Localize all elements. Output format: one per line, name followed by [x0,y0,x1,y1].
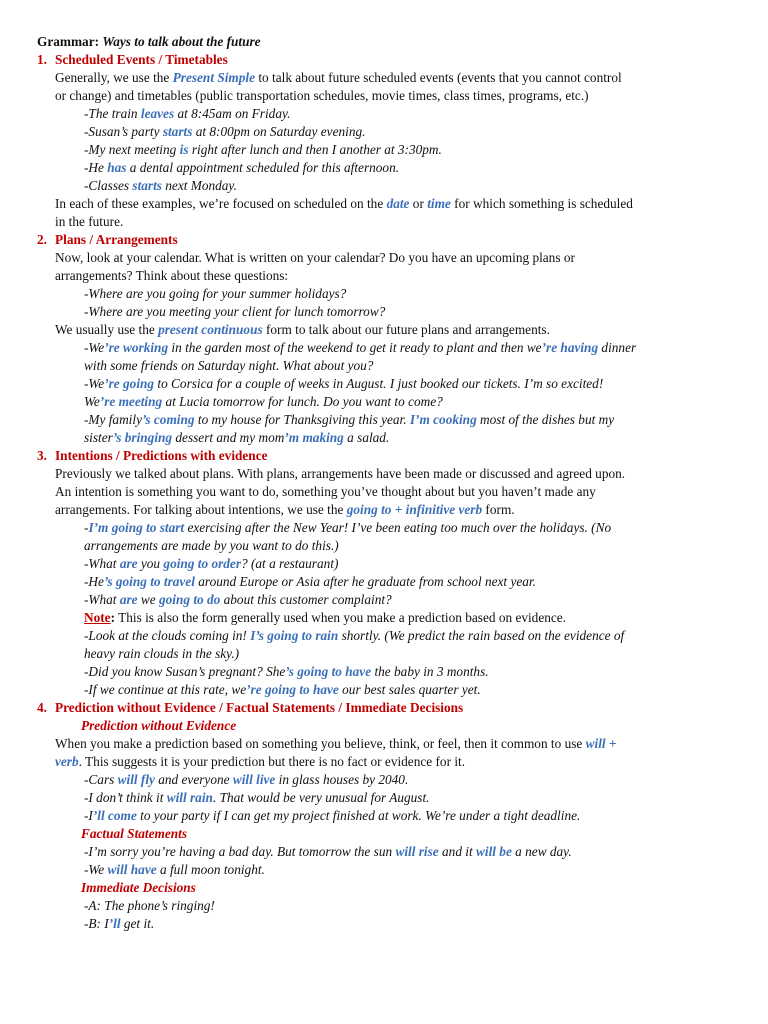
example-line: -I’m sorry you’re having a bad day. But tomorrow the sun will rise and it will be a new day. [84,844,572,859]
title-subject: Ways to talk about the future [102,34,261,49]
section-3-heading: 3. Intentions / Predictions with evidence [37,448,268,463]
question-line: -Where are you meeting your client for lunch tomorrow? [84,304,386,319]
title-label: Grammar: [37,34,100,49]
example-line: -He has a dental appointment scheduled for this afternoon. [84,160,400,175]
example-line: -My family’s coming to my house for Thanksgiving this year. I’m cooking most of the dishes but my [84,412,615,427]
section-2-intro-cont: arrangements? Think about these questions: [55,268,289,283]
section-3-paragraph: arrangements. For talking about intentions, we use the going to + infinitive verb form. [55,502,515,517]
example-line: -Look at the clouds coming in! I’s going to rain shortly. (We predict the rain based on the evidence of [84,628,625,643]
section-1-outro-cont: in the future. [55,214,124,229]
note-label: Note [84,610,111,625]
subheading-immediate: Immediate Decisions [81,880,196,895]
example-line: -We’re working in the garden most of the weekend to get it ready to plant and then we’re having dinner [84,340,637,355]
example-line: -We will have a full moon tonight. [84,862,265,877]
example-line: -Cars will fly and everyone will live in glass houses by 2040. [84,772,409,787]
example-line: -I don’t think it will rain. That would be very unusual for August. [84,790,430,805]
example-line: -What are you going to order? (at a restaurant) [84,556,339,571]
example-line: -I’m going to start exercising after the New Year! I’ve been eating too much over the holidays. (No [84,520,612,535]
section-4-paragraph: verb. This suggests it is your prediction but there is no fact or evidence for it. [55,754,466,769]
example-line: -We’re going to Corsica for a couple of weeks in August. I just booked our tickets. I’m so excited! [84,376,604,391]
example-line: heavy rain clouds in the sky.) [84,646,240,661]
section-3-paragraph: Previously we talked about plans. With plans, arrangements have been made or discussed and agreed upon. [55,466,626,481]
example-line: arrangements are made by you want to do this.) [84,538,339,553]
section-1-intro: Generally, we use the Present Simple to talk about future scheduled events (events that you cannot control [55,70,622,85]
example-line: -A: The phone’s ringing! [84,898,215,913]
example-line: sister’s bringing dessert and my mom’m making a salad. [84,430,390,445]
example-line: -Did you know Susan’s pregnant? She’s going to have the baby in 3 months. [84,664,489,679]
section-4-paragraph: When you make a prediction based on something you believe, think, or feel, then it common to use will + [55,736,617,751]
example-line: -He’s going to travel around Europe or Asia after he graduate from school next year. [84,574,536,589]
example-line: -My next meeting is right after lunch and then I another at 3:30pm. [84,142,442,157]
subheading-prediction: Prediction without Evidence [81,718,237,733]
example-line: -Classes starts next Monday. [84,178,237,193]
example-line: -I’ll come to your party if I can get my project finished at work. We’re under a tight deadline. [84,808,581,823]
example-line: -The train leaves at 8:45am on Friday. [84,106,291,121]
subheading-factual: Factual Statements [81,826,188,841]
example-line: -B: I’ll get it. [84,916,155,931]
example-line: -If we continue at this rate, we’re going to have our best sales quarter yet. [84,682,481,697]
example-line: -What are we going to do about this customer complaint? [84,592,392,607]
example-line: with some friends on Saturday night. What about you? [84,358,374,373]
page-title [37,33,740,51]
example-line: We’re meeting at Lucia tomorrow for lunch. Do you want to come? [84,394,443,409]
section-1-heading: 1. Scheduled Events / Timetables [37,52,228,67]
section-3-paragraph: An intention is something you want to do, something you’ve thought about but you haven’t made any [55,484,596,499]
section-2-intro: Now, look at your calendar. What is written on your calendar? Do you have an upcoming plans or [55,250,575,265]
section-1-outro: In each of these examples, we’re focused on scheduled on the date or time for which something is scheduled [55,196,633,211]
section-2-usage: We usually use the present continuous form to talk about our future plans and arrangements. [55,322,550,337]
section-1-intro-cont: or change) and timetables (public transportation schedules, movie times, class times, programs, etc.) [55,88,589,103]
note-line: Note: This is also the form generally used when you make a prediction based on evidence. [84,610,567,625]
example-line: -Susan’s party starts at 8:00pm on Saturday evening. [84,124,366,139]
section-4-heading: 4. Prediction without Evidence / Factual Statements / Immediate Decisions [37,700,464,715]
section-2-heading: 2. Plans / Arrangements [37,232,178,247]
question-line: -Where are you going for your summer holidays? [84,286,347,301]
